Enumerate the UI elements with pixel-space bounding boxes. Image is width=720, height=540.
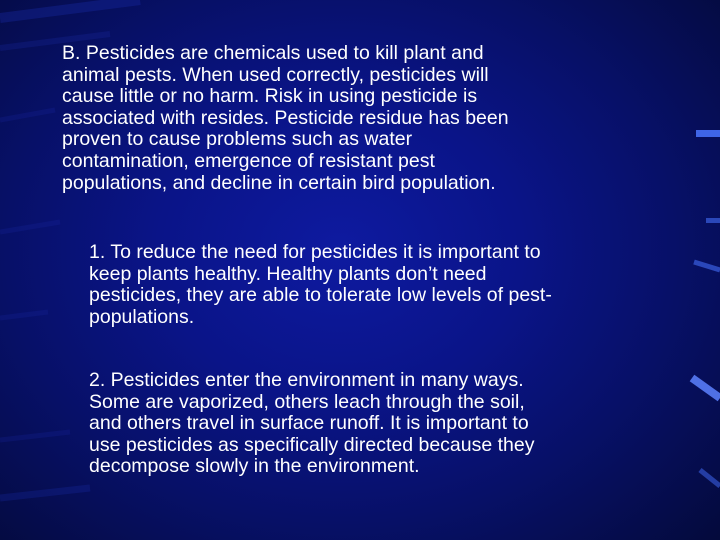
text-line: and others travel in surface runoff. It is important to bbox=[89, 412, 529, 435]
text-line: decompose slowly in the environment. bbox=[89, 455, 420, 478]
text-line: associated with resides. Pesticide residue has been bbox=[62, 106, 509, 129]
text-line: 1. To reduce the need for pesticides it is important to bbox=[89, 241, 541, 263]
text-line: 2. Pesticides enter the environment in many ways. bbox=[89, 369, 524, 391]
text-line: use pesticides as specifically directed because they bbox=[89, 433, 535, 456]
text-line: proven to cause problems such as water bbox=[62, 128, 413, 151]
text-line: B. Pesticides are chemicals used to kill plant and bbox=[62, 42, 484, 64]
sub-point-2-paragraph bbox=[89, 370, 679, 478]
text-line: Some are vaporized, others leach through the soil, bbox=[89, 390, 525, 413]
sub-point-1-paragraph bbox=[89, 242, 679, 328]
text-line: cause little or no harm. Risk in using pesticide is bbox=[62, 85, 478, 108]
text-line: keep plants healthy. Healthy plants don’t need bbox=[89, 262, 487, 285]
text-line: populations. bbox=[89, 305, 195, 328]
text-line: pesticides, they are able to tolerate low levels of pest- bbox=[89, 284, 552, 307]
text-line: populations, and decline in certain bird population. bbox=[62, 171, 496, 194]
main-point-paragraph bbox=[62, 43, 688, 194]
text-line: animal pests. When used correctly, pesticides will bbox=[62, 63, 489, 86]
text-line: contamination, emergence of resistant pest bbox=[62, 149, 435, 172]
